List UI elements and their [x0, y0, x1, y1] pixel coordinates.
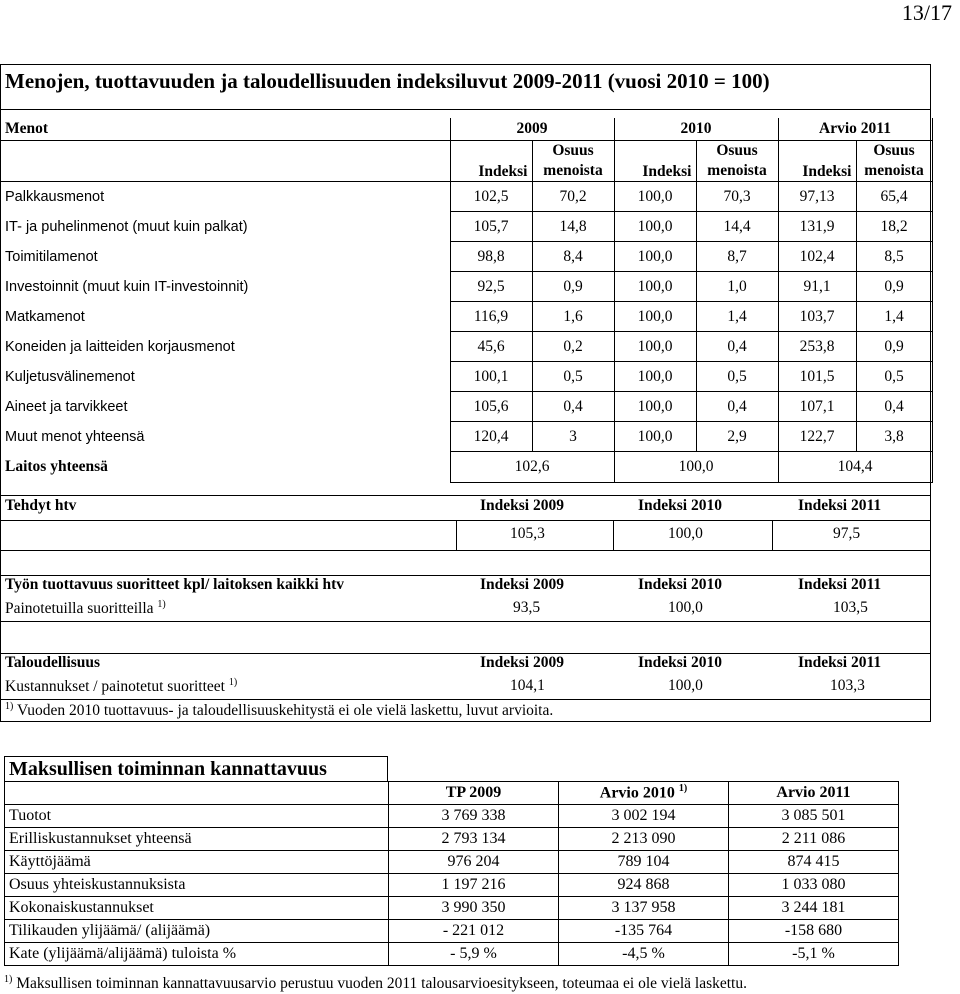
page-number: 13/17	[901, 0, 952, 25]
row-value: 0,9	[856, 332, 932, 362]
row-value: 120,4	[450, 422, 532, 452]
row-value: 14,4	[696, 212, 778, 242]
tuottavuus-row	[1, 599, 932, 621]
row-value: 0,5	[532, 362, 614, 392]
row-value: 100,0	[614, 272, 696, 302]
taloudellisuus-header-row	[1, 654, 932, 676]
row-value: 100,0	[614, 362, 696, 392]
row-label: Erilliskustannukset yhteensä	[5, 828, 389, 851]
row-value: 101,5	[778, 362, 856, 392]
row-value: 2 213 090	[559, 828, 729, 851]
kannattavuus-row	[5, 851, 899, 874]
divider	[1, 520, 930, 521]
taloudellisuus-header-2011: Indeksi 2011	[798, 654, 882, 671]
tuottavuus-label: Työn tuottavuus suoritteet kpl/ laitoksen kaikki htv	[5, 576, 345, 593]
row-value: 924 868	[559, 874, 729, 897]
row-value: 70,3	[696, 182, 778, 212]
row-value: 14,8	[532, 212, 614, 242]
row-value: 97,13	[778, 182, 856, 212]
year-2010: 2010	[614, 118, 778, 141]
total-2011: 104,4	[778, 452, 932, 483]
divider	[1, 550, 930, 551]
row-value: 3 769 338	[389, 805, 559, 828]
menot-row	[1, 242, 932, 272]
tuottavuus-header-2011: Indeksi 2011	[798, 576, 882, 593]
total-label: Laitos yhteensä	[5, 458, 108, 475]
subheader-indeksi: Indeksi	[450, 141, 532, 182]
row-value: - 221 012	[389, 920, 559, 943]
row-value: 105,7	[450, 212, 532, 242]
taloudellisuus-2010: 100,0	[668, 677, 703, 694]
row-label: Kuljetusvälinemenot	[5, 368, 135, 385]
row-value: 100,0	[614, 422, 696, 452]
row-value: 98,8	[450, 242, 532, 272]
divider	[1, 699, 930, 700]
tuottavuus-2010: 100,0	[668, 599, 703, 616]
row-value: 0,4	[856, 392, 932, 422]
row-value: 8,7	[696, 242, 778, 272]
subheader-osuus: Osuus menoista	[696, 141, 778, 182]
htv-label: Tehdyt htv	[5, 497, 77, 514]
row-label: Toimitilamenot	[5, 248, 98, 265]
kannattavuus-table	[4, 781, 899, 966]
row-value: 1 033 080	[729, 874, 899, 897]
tuottavuus-row-label: Painotetuilla suoritteilla $^{1)}$	[5, 599, 166, 618]
row-value: 3 244 181	[729, 897, 899, 920]
row-value: 1,4	[696, 302, 778, 332]
row-value: 3,8	[856, 422, 932, 452]
row-value: 1,6	[532, 302, 614, 332]
row-value: 2 793 134	[389, 828, 559, 851]
row-label: Muut menot yhteensä	[5, 428, 145, 445]
tuottavuus-header-2009: Indeksi 2009	[480, 576, 564, 593]
kannattavuus-header-2011: Arvio 2011	[729, 782, 899, 805]
row-value: 789 104	[559, 851, 729, 874]
row-value: 8,4	[532, 242, 614, 272]
row-value: 3 002 194	[559, 805, 729, 828]
menot-row	[1, 392, 932, 422]
row-value: -158 680	[729, 920, 899, 943]
tuottavuus-2011: 103,5	[833, 599, 868, 616]
menot-row	[1, 332, 932, 362]
htv-header-2009: Indeksi 2009	[480, 497, 564, 514]
subheader-indeksi: Indeksi	[778, 141, 856, 182]
subheader-osuus: Osuus menoista	[856, 141, 932, 182]
row-value: 107,1	[778, 392, 856, 422]
row-label: Käyttöjäämä	[5, 851, 389, 874]
row-label: Matkamenot	[5, 308, 85, 325]
row-value: 100,0	[614, 182, 696, 212]
row-value: 92,5	[450, 272, 532, 302]
divider	[1, 621, 930, 622]
taloudellisuus-header-2009: Indeksi 2009	[480, 654, 564, 671]
divider	[1, 109, 930, 110]
total-2010: 100,0	[614, 452, 778, 483]
row-value: 0,9	[856, 272, 932, 302]
footnote-1: $^{1)}$ Vuoden 2010 tuottavuus- ja taloudellisuuskehitystä ei ole vielä laskettu, luvut arvioita.	[5, 701, 554, 720]
row-value: 100,0	[614, 332, 696, 362]
divider	[1, 495, 930, 496]
row-value: 100,0	[614, 392, 696, 422]
row-label: Kokonaiskustannukset	[5, 897, 389, 920]
kannattavuus-row	[5, 943, 899, 966]
year-2011: Arvio 2011	[778, 118, 932, 141]
row-value: 874 415	[729, 851, 899, 874]
menot-row	[1, 212, 932, 242]
menot-table	[1, 118, 933, 483]
row-value: 0,4	[532, 392, 614, 422]
htv-header-2011: Indeksi 2011	[798, 497, 882, 514]
subheader-indeksi: Indeksi	[614, 141, 696, 182]
kannattavuus-row	[5, 874, 899, 897]
kannattavuus-title: Maksullisen toiminnan kannattavuus	[4, 756, 388, 782]
row-label: Koneiden ja laitteiden korjausmenot	[5, 338, 235, 355]
row-value: 102,4	[778, 242, 856, 272]
row-value: 976 204	[389, 851, 559, 874]
row-value: 65,4	[856, 182, 932, 212]
row-value: 122,7	[778, 422, 856, 452]
tuottavuus-header-row	[1, 576, 932, 598]
menot-row	[1, 362, 932, 392]
row-value: 0,5	[696, 362, 778, 392]
row-value: 100,0	[614, 212, 696, 242]
row-value: 3 085 501	[729, 805, 899, 828]
row-value: 116,9	[450, 302, 532, 332]
row-value: 103,7	[778, 302, 856, 332]
row-value: 3	[532, 422, 614, 452]
row-value: 91,1	[778, 272, 856, 302]
row-value: 8,5	[856, 242, 932, 272]
htv-2011: 97,5	[833, 525, 861, 542]
row-label: Tuotot	[5, 805, 389, 828]
taloudellisuus-header-2010: Indeksi 2010	[638, 654, 722, 671]
row-value: 3 990 350	[389, 897, 559, 920]
kannattavuus-header-2010: Arvio 2010 $^{1)}$	[559, 782, 729, 805]
taloudellisuus-2009: 104,1	[510, 677, 545, 694]
row-value: 131,9	[778, 212, 856, 242]
taloudellisuus-row	[1, 677, 932, 699]
row-value: 100,1	[450, 362, 532, 392]
row-label: IT- ja puhelinmenot (muut kuin palkat)	[5, 218, 248, 235]
row-value: 102,5	[450, 182, 532, 212]
row-label: Investoinnit (muut kuin IT-investoinnit)	[5, 278, 249, 295]
row-value: 100,0	[614, 242, 696, 272]
footnote-2: $^{1)}$ Maksullisen toiminnan kannattavuusarvio perustuu vuoden 2011 talousarvioesitykseen, toteumaa ei ole vielä laskettu.	[4, 974, 747, 993]
row-value: 0,4	[696, 392, 778, 422]
taloudellisuus-row-label: Kustannukset / painotetut suoritteet $^{1)}$	[5, 677, 238, 696]
row-value: 2,9	[696, 422, 778, 452]
htv-header-row	[1, 497, 932, 519]
menot-row	[1, 182, 932, 212]
row-value: 0,9	[532, 272, 614, 302]
row-value: 100,0	[614, 302, 696, 332]
row-value: 1 197 216	[389, 874, 559, 897]
tuottavuus-2009: 93,5	[513, 599, 541, 616]
row-value: 0,5	[856, 362, 932, 392]
kannattavuus-row	[5, 828, 899, 851]
row-value: 0,2	[532, 332, 614, 362]
menot-row	[1, 272, 932, 302]
row-label: Kate (ylijäämä/alijäämä) tuloista %	[5, 943, 389, 966]
htv-2009: 105,3	[510, 525, 545, 542]
row-value: 70,2	[532, 182, 614, 212]
row-value: -135 764	[559, 920, 729, 943]
row-value: 2 211 086	[729, 828, 899, 851]
htv-values-row	[1, 525, 932, 547]
row-value: 1,0	[696, 272, 778, 302]
row-value: -5,1 %	[729, 943, 899, 966]
row-label: Palkkausmenot	[5, 188, 105, 205]
row-label: Aineet ja tarvikkeet	[5, 398, 128, 415]
index-table-box	[0, 64, 931, 722]
row-label: Osuus yhteiskustannuksista	[5, 874, 389, 897]
row-value: 45,6	[450, 332, 532, 362]
row-value: - 5,9 %	[389, 943, 559, 966]
kannattavuus-header-2009: TP 2009	[389, 782, 559, 805]
menot-label: Menot	[5, 120, 49, 137]
row-value: 1,4	[856, 302, 932, 332]
subheader-osuus: Osuus menoista	[532, 141, 614, 182]
menot-row	[1, 302, 932, 332]
taloudellisuus-label: Taloudellisuus	[5, 654, 101, 671]
year-2009: 2009	[450, 118, 614, 141]
row-value: 18,2	[856, 212, 932, 242]
kannattavuus-row	[5, 920, 899, 943]
row-value: 105,6	[450, 392, 532, 422]
tuottavuus-header-2010: Indeksi 2010	[638, 576, 722, 593]
row-value: 0,4	[696, 332, 778, 362]
menot-row	[1, 422, 932, 452]
index-table-title: Menojen, tuottavuuden ja taloudellisuuden indeksiluvut 2009-2011 (vuosi 2010 = 100)	[5, 69, 770, 93]
kannattavuus-row	[5, 897, 899, 920]
row-label: Tilikauden ylijäämä/ (alijäämä)	[5, 920, 389, 943]
htv-header-2010: Indeksi 2010	[638, 497, 722, 514]
row-value: 253,8	[778, 332, 856, 362]
kannattavuus-row	[5, 805, 899, 828]
taloudellisuus-2011: 103,3	[830, 677, 865, 694]
htv-2010: 100,0	[668, 525, 703, 542]
row-value: 3 137 958	[559, 897, 729, 920]
row-value: -4,5 %	[559, 943, 729, 966]
total-2009: 102,6	[450, 452, 614, 483]
